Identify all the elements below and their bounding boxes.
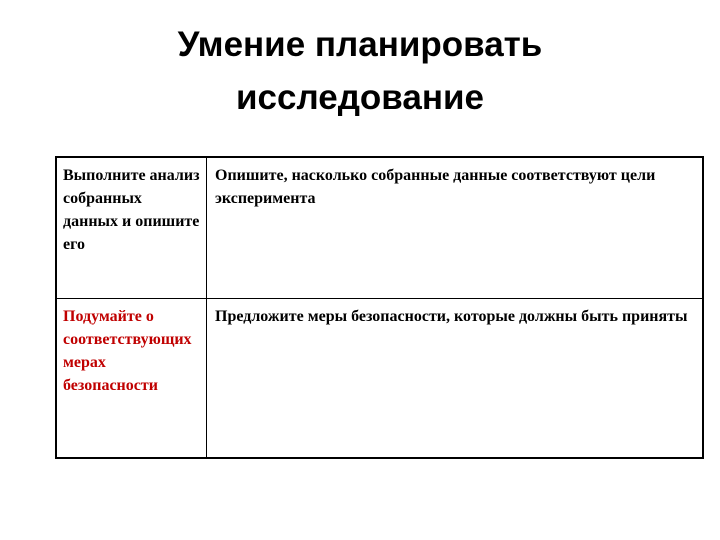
row-2-left-cell: Подумайте о соответствующих мерах безопасности	[57, 299, 207, 457]
slide-title	[0, 18, 720, 124]
title-line-2: исследование	[236, 78, 484, 117]
content-table	[55, 156, 704, 459]
title-line-1: Умение планировать	[177, 25, 543, 64]
row-1-left-cell: Выполните анализ собранных данных и опишите его	[57, 158, 207, 299]
row-2-right-cell: Предложите меры безопасности, которые должны быть приняты	[215, 308, 688, 325]
row-1-right-cell: Опишите, насколько собранные данные соответствуют цели эксперимента	[207, 158, 702, 299]
